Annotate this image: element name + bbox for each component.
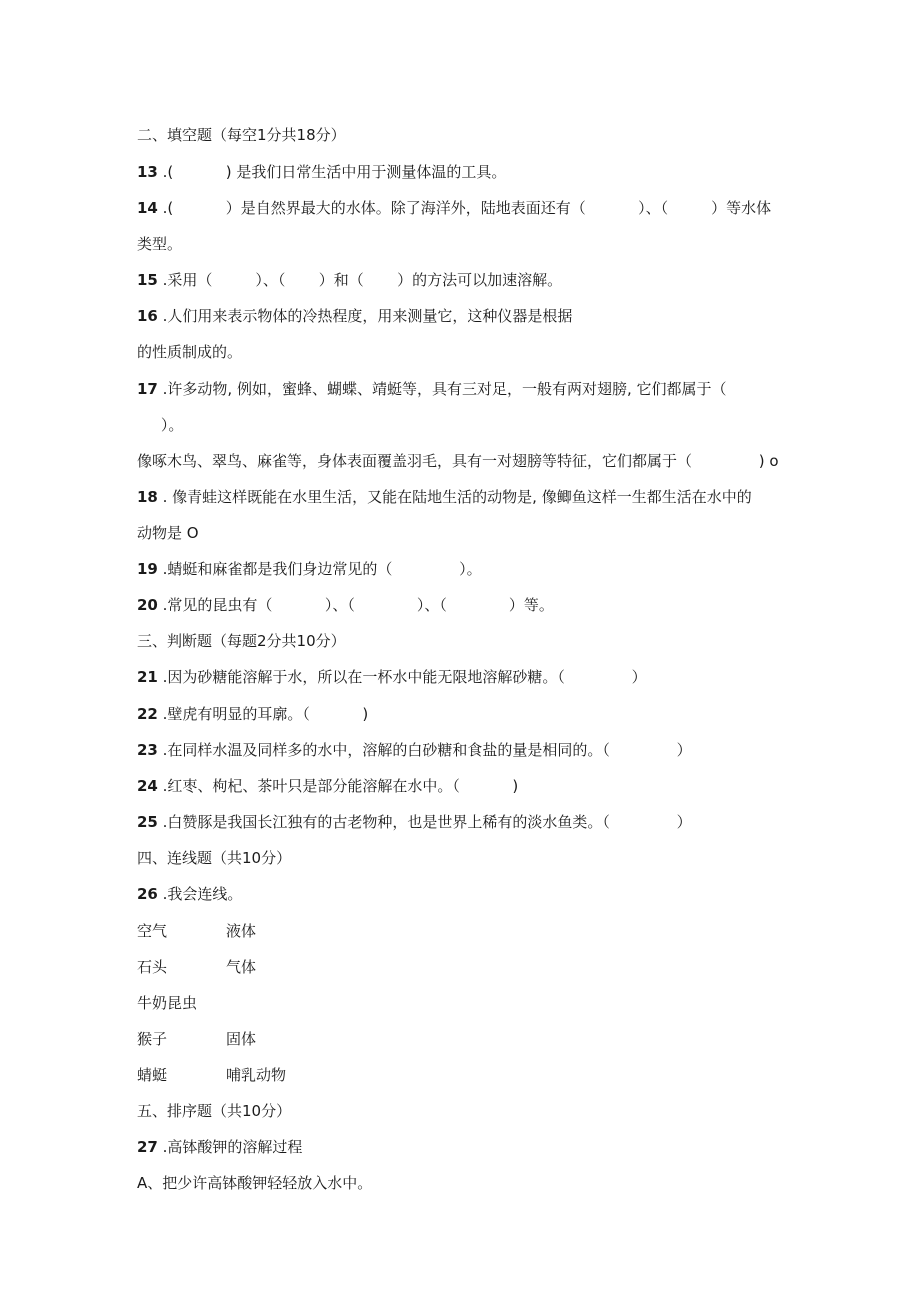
question-24 [137,776,518,796]
question-number: 22 [137,705,158,723]
question-number: 23 [137,741,158,759]
question-22 [137,704,368,724]
question-text: .高钵酸钾的溶解过程 [157,1138,303,1156]
question-text: .我会连线。 [157,885,243,903]
matching-left-item: 石头 [137,958,168,976]
question-text: .许多动物, 例如，蜜蜂、蝴蝶、靖蜓等，具有三对足，一般有两对翅膀, 它们都属于（ [157,380,727,398]
matching-left-item: 牛奶昆虫 [137,994,198,1012]
matching-right-item: 哺乳动物 [226,1066,287,1084]
question-text: .( ) 是我们日常生活中用于测量体温的工具。 [157,163,507,181]
section-order-title: 五、排序题（共10分） [137,1102,292,1120]
question-number: 17 [137,380,158,398]
question-17 [137,379,727,399]
question-13 [137,162,506,182]
question-20 [137,595,554,615]
matching-row [137,993,197,1013]
matching-left-item: 猴子 [137,1030,168,1048]
question-27 [137,1137,302,1157]
question-number: 13 [137,163,158,181]
question-14-continuation: 类型。 [137,235,183,253]
question-number: 14 [137,199,158,217]
question-18 [137,487,752,507]
question-text: .在同样水温及同样多的水中，溶解的白砂糖和食盐的量是相同的。（ ） [157,741,692,759]
question-16-continuation: 的性质制成的。 [137,343,243,361]
section-match-title: 四、连线题（共10分） [137,849,292,867]
question-number: 24 [137,777,158,795]
matching-row [137,1065,287,1085]
question-number: 16 [137,307,158,325]
question-number: 27 [137,1138,158,1156]
question-text: .红枣、枸杞、茶叶只是部分能溶解在水中。（ ) [157,777,519,795]
matching-right-item: 气体 [226,958,257,976]
question-number: 18 [137,488,158,506]
question-26 [137,884,242,904]
question-text: .常见的昆虫有（ ）、（ ）、（ ）等。 [157,596,554,614]
matching-right-item: 液体 [226,922,257,940]
question-16 [137,306,572,326]
question-23 [137,740,692,760]
question-text: .( ）是自然界最大的水体。除了海洋外，陆地表面还有（ ）、（ ）等水体 [157,199,772,217]
question-17-continuation: ）。 [137,416,184,434]
question-text: .壁虎有明显的耳廓。（ ) [157,705,369,723]
question-18-continuation: 动物是 O [137,524,199,542]
matching-right-item: 固体 [226,1030,257,1048]
question-27-step-a: A、把少许高钵酸钾轻轻放入水中。 [137,1174,373,1192]
question-17-extra: 像啄木鸟、翠鸟、麻雀等，身体表面覆盖羽毛，具有一对翅膀等特征，它们都属于（ ) o [137,452,779,470]
question-text: . 像青蛙这样既能在水里生活，又能在陆地生活的动物是, 像鲫鱼这样一生都生活在水中的 [157,488,752,506]
matching-row [137,1029,257,1049]
question-19 [137,559,482,579]
matching-row [137,957,257,977]
question-number: 20 [137,596,158,614]
question-number: 21 [137,668,158,686]
question-21 [137,667,647,687]
matching-left-item: 空气 [137,922,168,940]
question-text: .蜻蜓和麻雀都是我们身边常见的（ ）。 [157,560,482,578]
section-fill-title: 二、填空题（每空1分共18分） [137,126,346,144]
question-14 [137,198,771,218]
section-judge-title: 三、判断题（每题2分共10分） [137,632,346,650]
question-text: .人们用来表示物体的冷热程度，用来测量它，这种仪器是根据 [157,307,573,325]
matching-row [137,921,257,941]
question-number: 15 [137,271,158,289]
question-text: .白赞豚是我国长江独有的古老物种，也是世界上稀有的淡水鱼类。（ ） [157,813,692,831]
question-text: .采用（ ）、（ ）和（ ）的方法可以加速溶解。 [157,271,563,289]
question-number: 25 [137,813,158,831]
question-15 [137,270,562,290]
question-number: 19 [137,560,158,578]
matching-left-item: 蜻蜓 [137,1066,168,1084]
question-25 [137,812,692,832]
question-text: .因为砂糖能溶解于水，所以在一杯水中能无限地溶解砂糖。（ ） [157,668,647,686]
question-number: 26 [137,885,158,903]
